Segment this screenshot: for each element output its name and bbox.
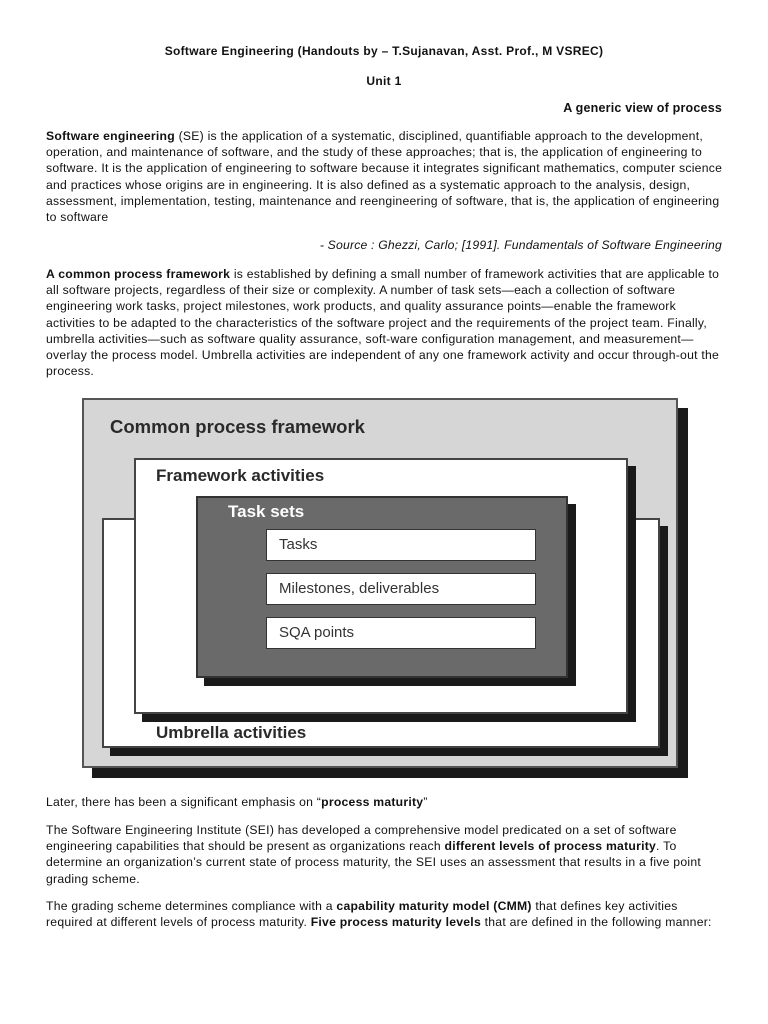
section-heading: A generic view of process xyxy=(563,101,722,115)
paragraph-text: The grading scheme determines compliance with a xyxy=(46,899,337,913)
term-common-process-framework: A common process framework xyxy=(46,267,231,281)
term-cmm: capability maturity model (CMM) xyxy=(336,899,532,913)
item-milestones: Milestones, deliverables xyxy=(266,573,536,605)
paragraph-text: is established by defining a small number of framework activities that are applicable to all software projects, regardless of their size or complexity. A number of task sets—each a collection of software engineering work tasks, project milestones, work products, and quality assurance points—enable the framework activities to be adapted to the characteristics of the software project and the requirements of the project team. Finally, umbrella activities—such as software quality assurance, soft-ware configuration management, and measurement—overlay the process model. Umbrella activities are independent of any one framework activity and occur through-out the process. xyxy=(46,267,720,379)
item-sqa-points: SQA points xyxy=(266,617,536,649)
paragraph-text: that are defined in the following manner: xyxy=(480,915,712,930)
unit-heading: Unit 1 xyxy=(366,74,402,88)
umbrella-activities-label: Umbrella activities xyxy=(156,723,307,742)
paragraph-sei xyxy=(46,822,726,887)
paragraph-text: . To determine an organization’s current state of process maturity, the SEI uses an assessment that results in a five point grading scheme. xyxy=(46,839,701,886)
common-process-framework-label: Common process framework xyxy=(110,416,365,437)
source-citation: - Source : Ghezzi, Carlo; [1991]. Fundamentals of Software Engineering xyxy=(319,238,722,252)
term-software-engineering: Software engineering xyxy=(46,129,175,143)
term-five-levels: Five process maturity levels xyxy=(310,915,481,930)
paragraph-process-framework xyxy=(46,266,726,379)
item-tasks: Tasks xyxy=(266,529,536,561)
task-sets-label: Task sets xyxy=(228,502,305,521)
paragraph-text: ” xyxy=(423,795,428,809)
paragraph-software-engineering xyxy=(46,128,726,225)
paragraph-text: The Software Engineering Institute (SEI) has developed a comprehensive model predicated on a set of software engineering capabilities that should be present as organizations reach xyxy=(46,823,677,854)
process-framework-diagram xyxy=(82,398,690,786)
paragraph-process-maturity xyxy=(46,794,726,810)
framework-activities-label: Framework activities xyxy=(156,466,325,485)
paragraph-cmm xyxy=(46,898,726,930)
paragraph-text: Later, there has been a significant emphasis on “ xyxy=(46,795,322,809)
term-different-levels: different levels of process maturity xyxy=(444,839,657,854)
document-header-title: Software Engineering (Handouts by – T.Sujanavan, Asst. Prof., M VSREC) xyxy=(164,44,604,58)
paragraph-text: that defines key activities required at different levels of process maturity. xyxy=(46,899,678,930)
paragraph-text: (SE) is the application of a systematic, disciplined, quantifiable approach to the development, operation, and maintenance of software, and the study of these approaches; that is, the application of engineering to software. It is the application of engineering to software because it integrates significant mathematics, computer science and practices whose origins are in engineering. It is also defined as a systematic approach to the analysis, design, assessment, implementation, testing, maintenance and reengineering of software, that is, the application of engineering to software xyxy=(46,129,723,225)
term-process-maturity: process maturity xyxy=(321,795,424,809)
